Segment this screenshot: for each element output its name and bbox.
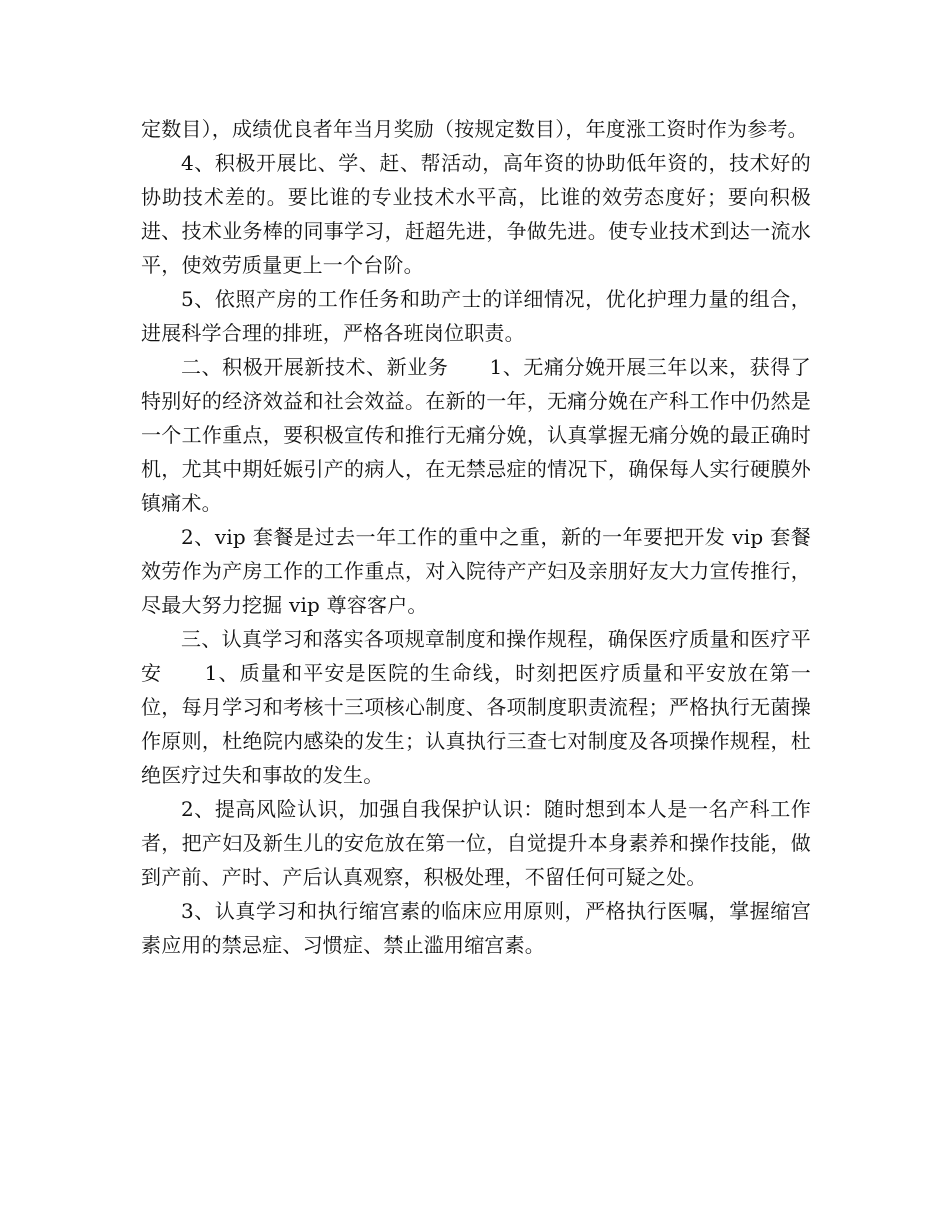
paragraph-section-3-item-2: 2、提高风险认识，加强自我保护认识：随时想到本人是一名产科工作者，把产妇及新生儿的安危放在第一位，自觉提升本身素养和操作技能，做到产前、产时、产后认真观察，积极处理，不留任何可疑之处。 [141, 797, 811, 889]
paragraph-section-2-item-2: 2、vip 套餐是过去一年工作的重中之重，新的一年要把开发 vip 套餐效劳作为产房工作的工作重点，对入院待产产妇及亲朋好友大力宣传推行，尽最大努力挖掘 vip 尊容客户。 [141, 525, 811, 617]
paragraph-continuation: 定数目），成绩优良者年当月奖励（按规定数目），年度涨工资时作为参考。 [141, 117, 808, 141]
paragraph-section-3-item-3: 3、认真学习和执行缩宫素的临床应用原则，严格执行医嘱，掌握缩宫素应用的禁忌症、习惯症、禁止滥用缩宫素。 [141, 899, 811, 957]
document-body [141, 112, 811, 962]
paragraph-section-3: 三、认真学习和落实各项规章制度和操作规程，确保医疗质量和医疗平安 1、质量和平安是医院的生命线，时刻把医疗质量和平安放在第一位，每月学习和考核十三项核心制度、各项制度职责流程；严格执行无菌操作原则，杜绝院内感染的发生；认真执行三查七对制度及各项操作规程，杜绝医疗过失和事故的发生。 [141, 627, 811, 787]
paragraph-item-5: 5、依照产房的工作任务和助产士的详细情况，优化护理力量的组合，进展科学合理的排班，严格各班岗位职责。 [141, 287, 811, 345]
paragraph-section-2: 二、积极开展新技术、新业务 1、无痛分娩开展三年以来，获得了特别好的经济效益和社会效益。在新的一年，无痛分娩在产科工作中仍然是一个工作重点，要积极宣传和推行无痛分娩，认真掌握无痛分娩的最正确时机，尤其中期妊娠引产的病人，在无禁忌症的情况下，确保每人实行硬膜外镇痛术。 [141, 355, 811, 515]
paragraph-item-4: 4、积极开展比、学、赶、帮活动，高年资的协助低年资的，技术好的协助技术差的。要比谁的专业技术水平高，比谁的效劳态度好；要向积极进、技术业务棒的同事学习，赶超先进，争做先进。使专业技术到达一流水平，使效劳质量更上一个台阶。 [141, 151, 811, 277]
